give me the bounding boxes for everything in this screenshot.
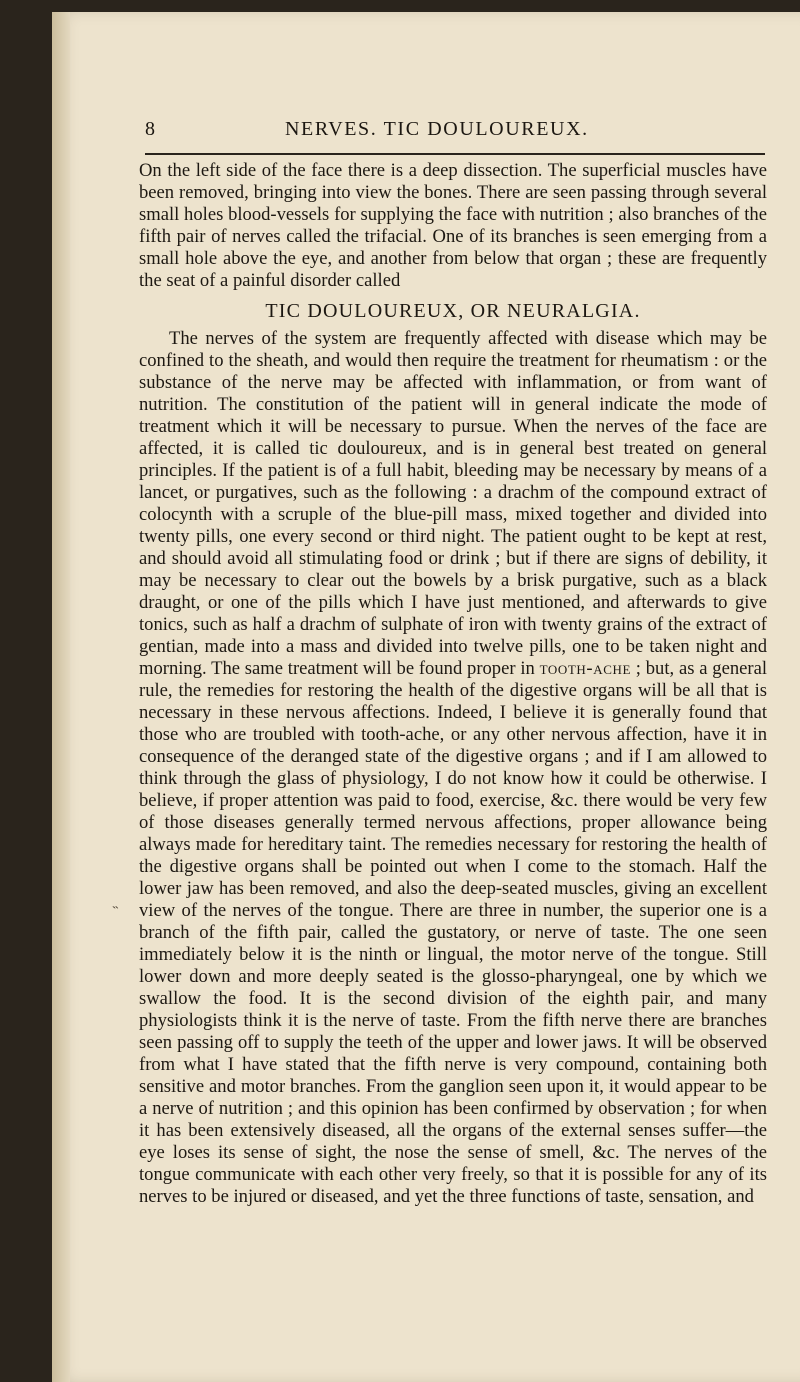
header-rule: [145, 153, 765, 155]
running-title: NERVES. TIC DOULOUREUX.: [285, 118, 589, 140]
margin-pencil-mark: ˵: [113, 898, 118, 914]
tooth-ache-smallcaps: tooth-ache: [539, 658, 632, 679]
paragraph-1: On the left side of the face there is a deep dissection. The superficial muscles have been removed, bringing into view the bones. There are seen passing through several small holes blood-vessels for supplying the face with nutrition ; also branches of the fifth pair of nerves called the trifacial. One of its branches is seen emerging from a small hole above the eye, and another from below that organ ; these are frequently the seat of a painful disorder called: [139, 160, 767, 291]
paragraph-2-part-2: ; but, as a general rule, the remedies for restoring the health of the digestive organs will be all that is necessary in these nervous affections. Indeed, I believe it is generally found that those who are troubled with tooth-ache, or any other nervous affection, have it in consequence of the deranged state of the digestive organs ; and if I am allowed to think through the glass of physiology, I do not know how it could be otherwise. I believe, if proper attention was paid to food, exercise, &c. there would be very few of those diseases generally termed nervous affections, proper allowance being always made for hereditary taint. The remedies necessary for restoring the health of the digestive organs shall be pointed out when I come to the stomach. Half the lower jaw has been removed, and also the deep-seated muscles, giving an excellent view of the nerves of the tongue. There are three in number, the superior one is a branch of the fifth pair, called the gustatory, or nerve of taste. The one seen immediately below it is the ninth or lingual, the motor nerve of the tongue. Still lower down and more deeply seated is the glosso-pharyngeal, one by which we swallow the food. It is the second division of the eighth pair, and many physiologists think it is the nerve of taste. From the fifth nerve there are branches seen passing off to supply the teeth of the upper and lower jaws. It will be observed from what I have stated that the fifth nerve is very compound, containing both sensitive and motor branches. From the ganglion seen upon it, it would appear to be a nerve of nutrition ; and this opinion has been confirmed by observation ; for when it has been extensively diseased, all the organs of the external senses suffer—the eye loses its sense of sight, the nose the sense of smell, &c. The nerves of the tongue communicate with each other very freely, so that it is possible for any of its nerves to be injured or diseased, and yet the three functions of taste, sensation, and: [139, 658, 767, 1207]
body-text: [139, 160, 767, 1208]
running-head: [145, 118, 765, 148]
section-title: TIC DOULOUREUX, OR NEURALGIA.: [265, 300, 641, 322]
page-number: 8: [145, 118, 155, 140]
page-gutter: [52, 12, 70, 1382]
paragraph-2: [139, 328, 767, 1208]
paragraph-2-part-1: The nerves of the system are frequently affected with disease which may be confined to the sheath, and would then require the treatment for rheumatism : or the substance of the nerve may be affected with inflammation, or from want of nutrition. The constitution of the patient will in general indicate the mode of treatment which it will be necessary to pursue. When the nerves of the face are affected, it is called tic douloureux, and is in general best treated on general principles. If the patient is of a full habit, bleeding may be necessary by means of a lancet, or purgatives, such as the following : a drachm of the compound extract of colocynth with a scruple of the blue-pill mass, mixed together and divided into twenty pills, one every second or third night. The patient ought to be kept at rest, and should avoid all stimulating food or drink ; but if there are signs of debility, it may be necessary to clear out the bowels by a brisk purgative, such as a black draught, or one of the pills which I have just mentioned, and afterwards to give tonics, such as half a drachm of sulphate of iron with twenty grains of the extract of gentian, made into a mass and divided into twelve pills, one to be taken night and morning. The same treatment will be found proper in: [139, 328, 767, 679]
